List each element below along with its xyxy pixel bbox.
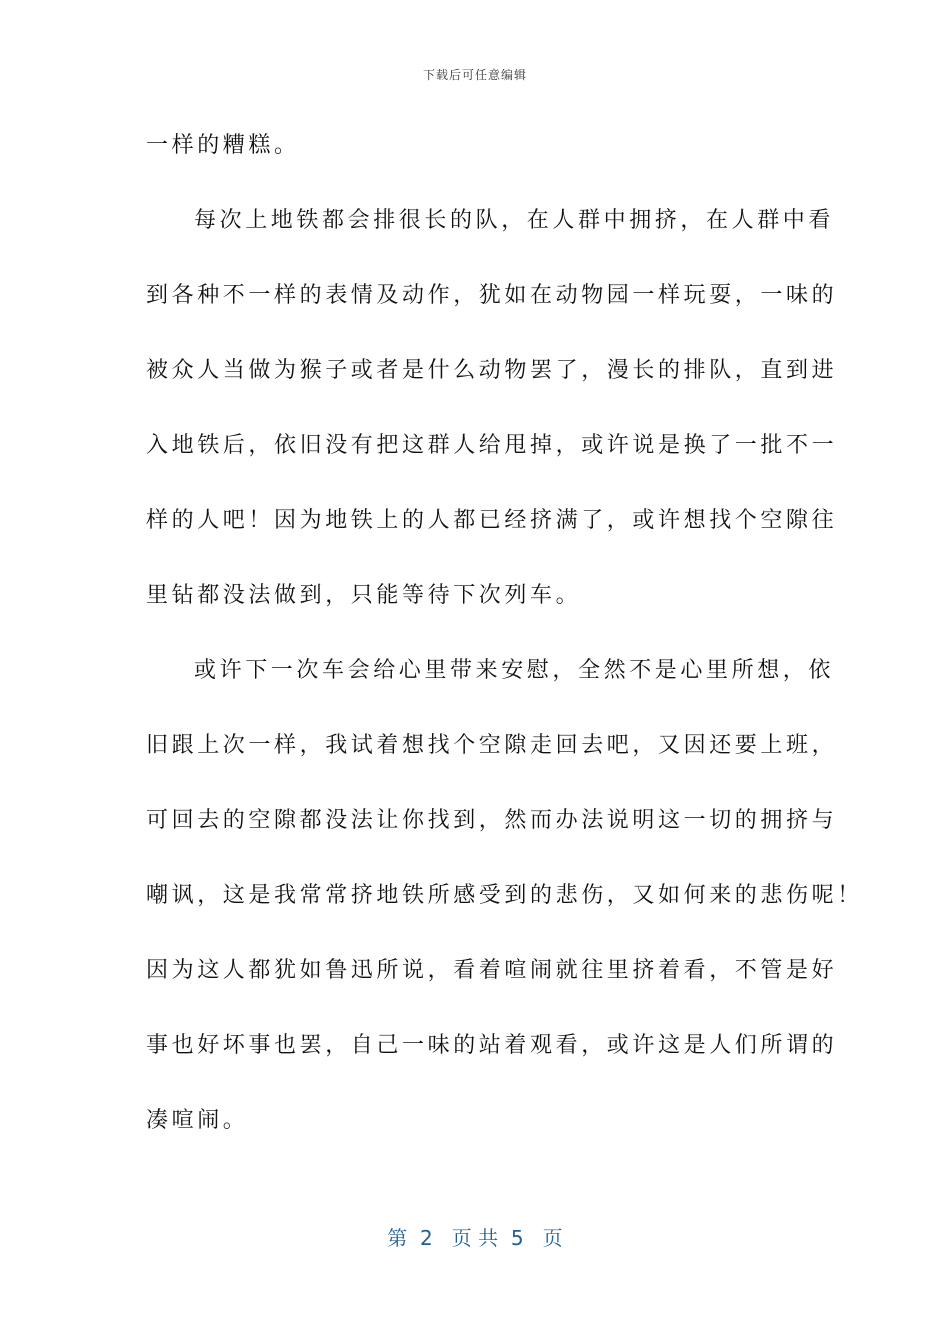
text-line: 旧跟上次一样，我试着想找个空隙走回去吧，又因还要上班， [146, 733, 838, 758]
text-line: 一样的糟糕。 [146, 133, 300, 158]
body-text [146, 118, 863, 1168]
text-line: 里钻都没法做到，只能等待下次列车。 [146, 583, 582, 608]
text-line: 到各种不一样的表情及动作，犹如在动物园一样玩耍，一味的 [146, 283, 838, 308]
text-line: 样的人吧！因为地铁上的人都已经挤满了，或许想找个空隙往 [146, 508, 838, 533]
page-footer: 第 2 页 共 5 页 [387, 1226, 563, 1250]
text-line: 被众人当做为猴子或者是什么动物罢了，漫长的排队，直到进 [146, 358, 838, 383]
header-note: 下载后可任意编辑 [422, 68, 527, 82]
text-line: 凑喧闹。 [146, 1108, 249, 1133]
text-line: 入地铁后，依旧没有把这群人给甩掉，或许说是换了一批不一 [146, 433, 838, 458]
text-line: 嘲讽，这是我常常挤地铁所感受到的悲伤，又如何来的悲伤呢！ [146, 883, 863, 908]
text-line: 每次上地铁都会排很长的队，在人群中拥挤，在人群中看 [194, 208, 835, 233]
text-line: 可回去的空隙都没法让你找到，然而办法说明这一切的拥挤与 [146, 808, 838, 833]
text-line: 事也好坏事也罢，自己一味的站着观看，或许这是人们所谓的 [146, 1033, 838, 1058]
text-line: 或许下一次车会给心里带来安慰，全然不是心里所想，依 [194, 658, 835, 683]
text-line: 因为这人都犹如鲁迅所说，看着喧闹就往里挤着看，不管是好 [146, 958, 838, 983]
